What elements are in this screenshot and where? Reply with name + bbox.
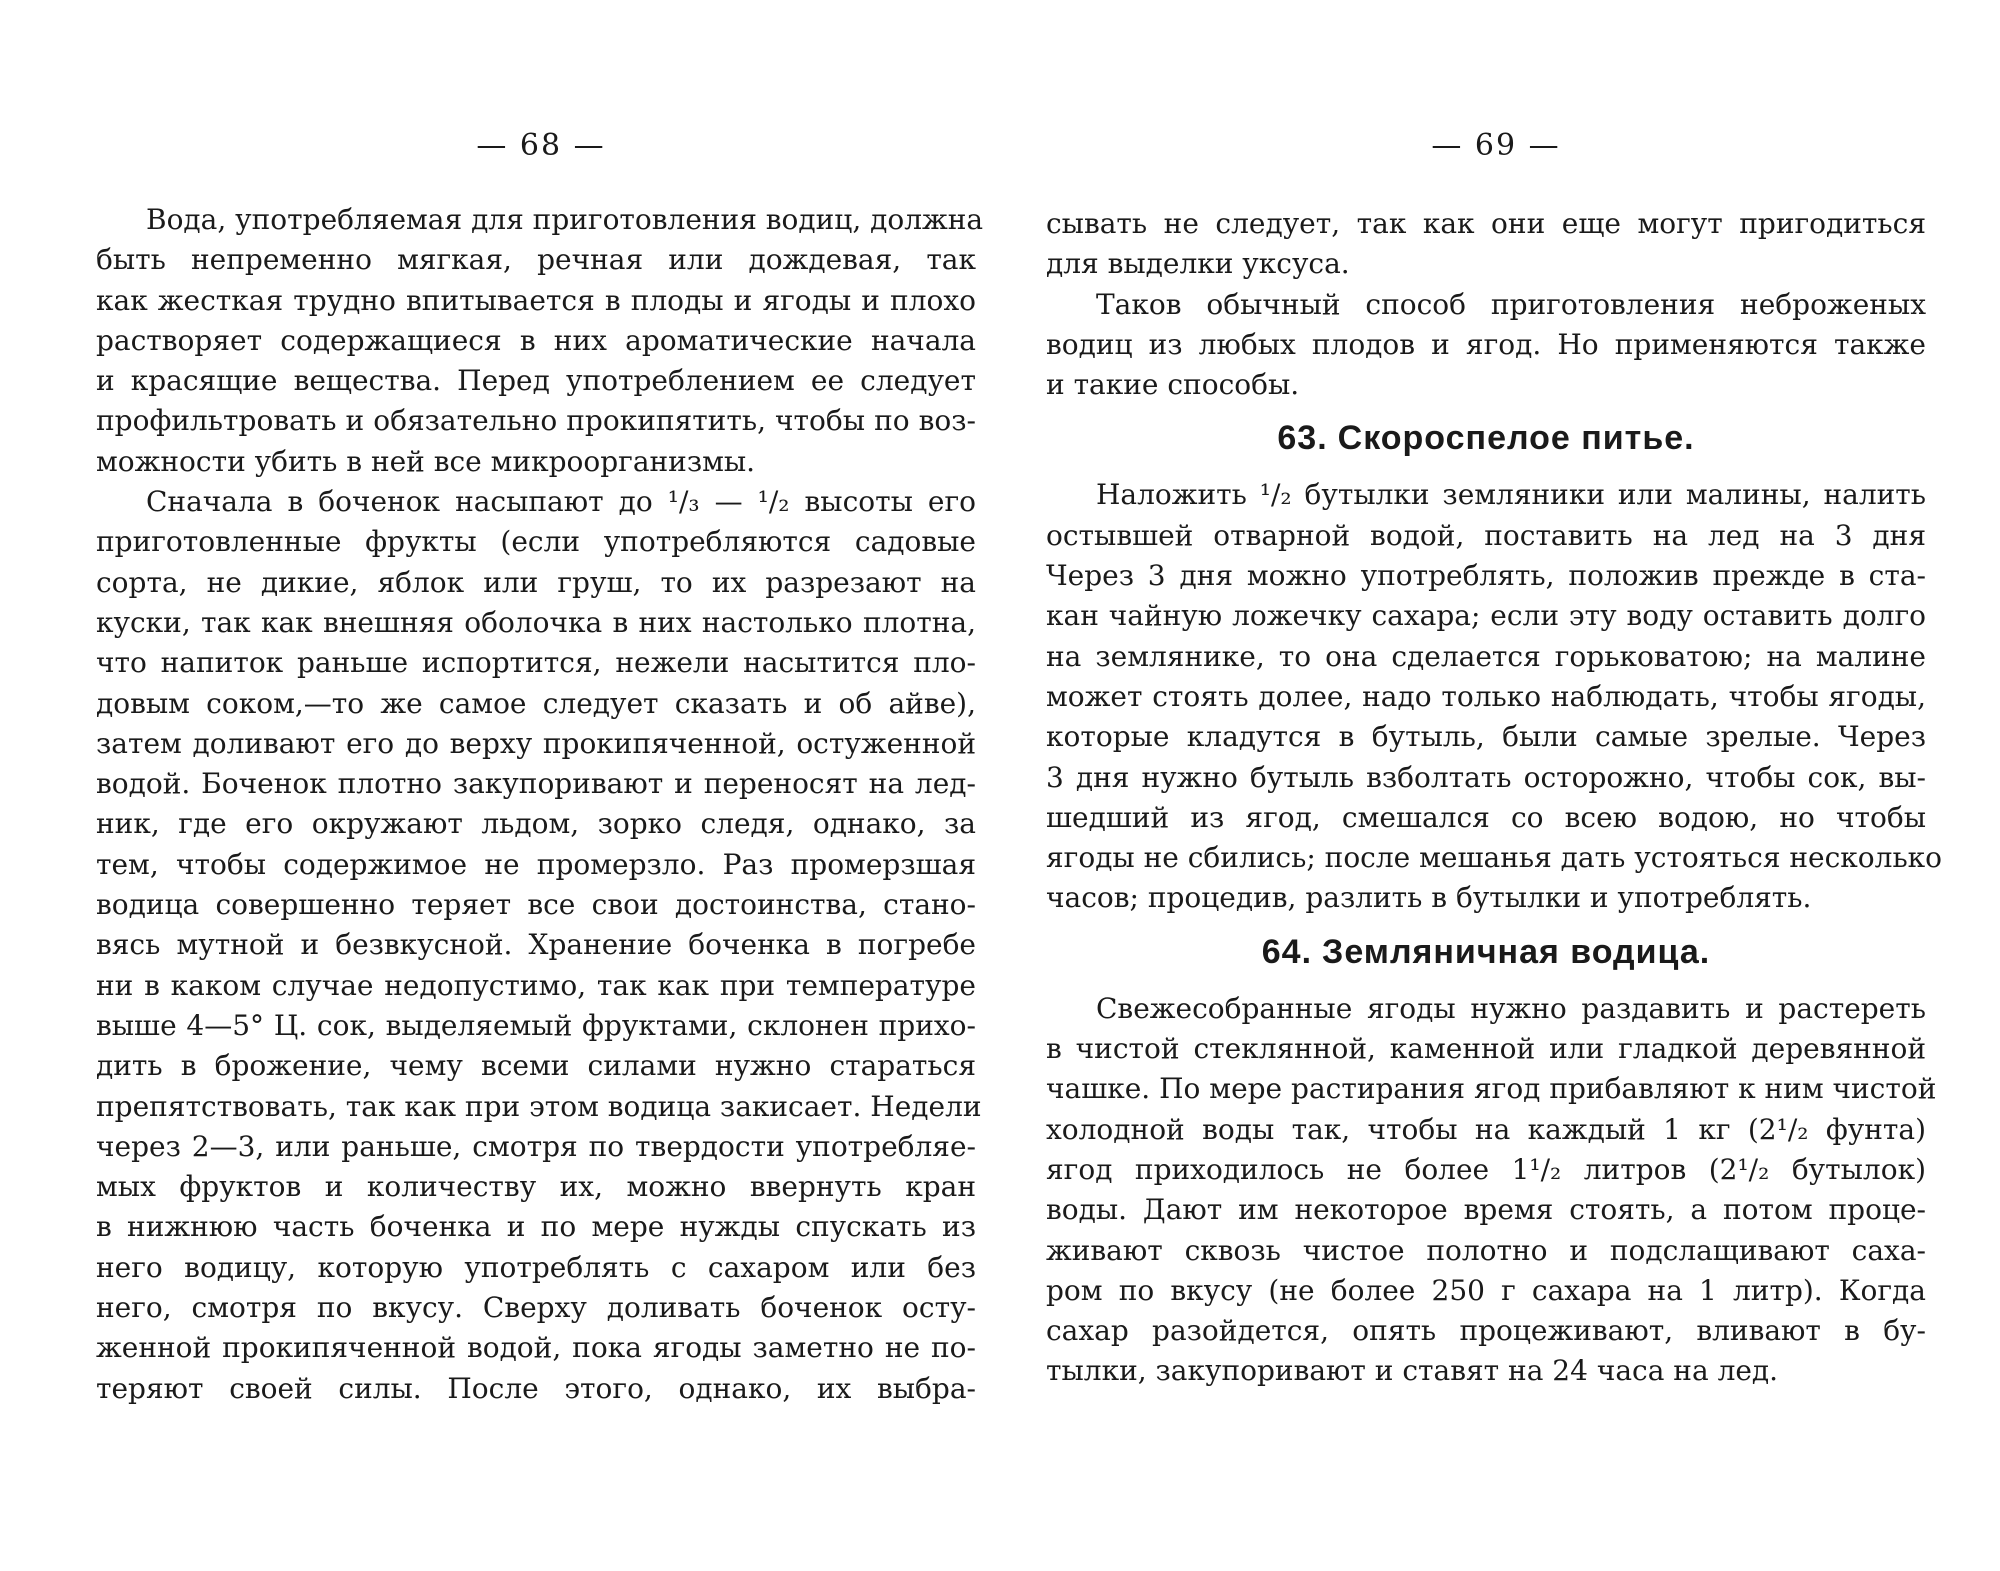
- text-line: приготовленные фрукты (если употребляются садовые: [96, 525, 976, 559]
- section-heading-64: [1046, 923, 1926, 981]
- section-number: 63.: [1277, 419, 1328, 458]
- section-number: 64.: [1261, 932, 1313, 971]
- text-line: выше 4—5° Ц. сок, выделяемый фруктами, склонен прихо-: [96, 1008, 976, 1042]
- text-line: Наложить ¹/₂ бутылки земляники или малины, налить: [1096, 478, 1926, 512]
- text-line: кан чайную ложечку сахара; если эту воду оставить долго: [1046, 599, 1926, 633]
- text-line: него водицу, которую употреблять с сахаром или без: [96, 1250, 976, 1284]
- text-line: быть непременно мягкая, речная или дождевая, так: [96, 243, 976, 277]
- text-line: на землянике, то она сделается горьковатою; на малине: [1046, 639, 1926, 673]
- text-line: мых фруктов и количеству их, можно ввернуть кран: [96, 1170, 976, 1204]
- text-line: ягоды не сбились; после мешанья дать устояться несколько: [1046, 841, 1943, 875]
- text-line: Свежесобранные ягоды нужно раздавить и растереть: [1096, 991, 1926, 1025]
- section-title: Земляничная водица.: [1322, 932, 1711, 971]
- text-line: водой. Боченок плотно закупоривают и переносят на лед-: [96, 767, 976, 801]
- text-line: в нижнюю часть боченка и по мере нужды спускать из: [96, 1210, 976, 1244]
- text-line: тылки, закупоривают и ставят на 24 часа на лед.: [1046, 1354, 1779, 1388]
- text-line: что напиток раньше испортится, нежели насытится пло-: [96, 646, 976, 680]
- text-line: водица совершенно теряет все свои достоинства, стано-: [96, 888, 976, 922]
- text-line: сорта, не дикие, яблок или груш, то их разрезают на: [96, 565, 976, 599]
- text-line: ник, где его окружают льдом, зорко следя, однако, за: [96, 807, 976, 841]
- text-line: дить в брожение, чему всеми силами нужно стараться: [96, 1049, 976, 1083]
- text-line: можности убить в ней все микроорганизмы.: [96, 444, 756, 478]
- page-body: [1046, 204, 1943, 1392]
- text-line: холодной воды так, чтобы на каждый 1 кг (2¹/₂ фунта): [1046, 1112, 1926, 1146]
- text-line: Вода, употребляемая для приготовления водиц, должна: [146, 203, 984, 236]
- text-line: профильтровать и обязательно прокипятить, чтобы по воз-: [96, 404, 976, 438]
- text-line: Сначала в боченок насыпают до ¹/₃ — ¹/₂ высоты его: [146, 485, 976, 519]
- section-heading-63: [1046, 409, 1926, 467]
- text-line: ром по вкусу (не более 250 г сахара на 1 литр). Когда: [1046, 1273, 1926, 1307]
- text-line: остывшей отварной водой, поставить на лед на 3 дня: [1046, 518, 1926, 552]
- text-line: сывать не следует, так как они еще могут пригодиться: [1046, 207, 1926, 240]
- text-line: довым соком,—то же самое следует сказать и об айве),: [96, 686, 976, 720]
- text-line: него, смотря по вкусу. Сверху доливать боченок осту-: [96, 1291, 976, 1325]
- page-body: [96, 200, 984, 1409]
- text-line: 3 дня нужно бутыль взболтать осторожно, чтобы сок, вы-: [1046, 760, 1926, 794]
- text-line: водиц из любых плодов и ягод. Но применяются также: [1046, 327, 1926, 361]
- text-line: живают сквозь чистое полотно и подслащивают саха-: [1046, 1233, 1926, 1267]
- text-line: и такие способы.: [1046, 368, 1300, 402]
- text-line: для выделки уксуса.: [1046, 247, 1350, 281]
- text-line: как жесткая трудно впитывается в плоды и ягоды и плохо: [96, 283, 976, 317]
- text-line: шедший из ягод, смешался со всею водою, но чтобы: [1046, 800, 1926, 834]
- section-title: Скороспелое питье.: [1337, 419, 1695, 458]
- text-line: затем доливают его до верху прокипяченной, остуженной: [96, 726, 976, 760]
- text-line: сахар разойдется, опять процеживают, вливают в бу-: [1046, 1314, 1926, 1348]
- text-line: растворяет содержащиеся в них ароматические начала: [96, 323, 976, 357]
- text-line: чашке. По мере растирания ягод прибавляют к ним чистой: [1046, 1072, 1937, 1106]
- text-line: тем, чтобы содержимое не промерзло. Раз промерзшая: [96, 847, 976, 881]
- text-line: воды. Дают им некоторое время стоять, а потом проце-: [1046, 1193, 1926, 1227]
- text-line: может стоять долее, надо только наблюдать, чтобы ягоды,: [1046, 679, 1926, 713]
- text-line: в чистой стеклянной, каменной или гладкой деревянной: [1046, 1032, 1926, 1066]
- text-line: часов; процедив, разлить в бутылки и употреблять.: [1046, 881, 1812, 915]
- text-line: Через 3 дня можно употреблять, положив прежде в ста-: [1046, 559, 1926, 593]
- text-line: ягод приходилось не более 1¹/₂ литров (2¹/₂ бутылок): [1046, 1152, 1926, 1186]
- text-line: теряют своей силы. После этого, однако, их выбра-: [96, 1371, 976, 1405]
- page-number: — 69 —: [1431, 128, 1561, 163]
- text-line: Таков обычный способ приготовления неброженых: [1096, 287, 1926, 321]
- text-line: через 2—3, или раньше, смотря по твердости употребляе-: [96, 1129, 976, 1163]
- text-line: куски, так как внешняя оболочка в них настолько плотна,: [96, 605, 976, 639]
- page-number: — 68 —: [476, 128, 606, 163]
- text-line: препятствовать, так как при этом водица закисает. Недели: [96, 1089, 982, 1123]
- text-line: которые кладутся в бутыль, были самые зрелые. Через: [1046, 720, 1926, 754]
- text-line: женной прокипяченной водой, пока ягоды заметно не по-: [96, 1331, 976, 1365]
- text-line: ни в каком случае недопустимо, так как при температуре: [96, 968, 976, 1002]
- text-line: и красящие вещества. Перед употреблением ее следует: [96, 364, 976, 398]
- text-line: вясь мутной и безвкусной. Хранение боченка в погребе: [96, 928, 976, 962]
